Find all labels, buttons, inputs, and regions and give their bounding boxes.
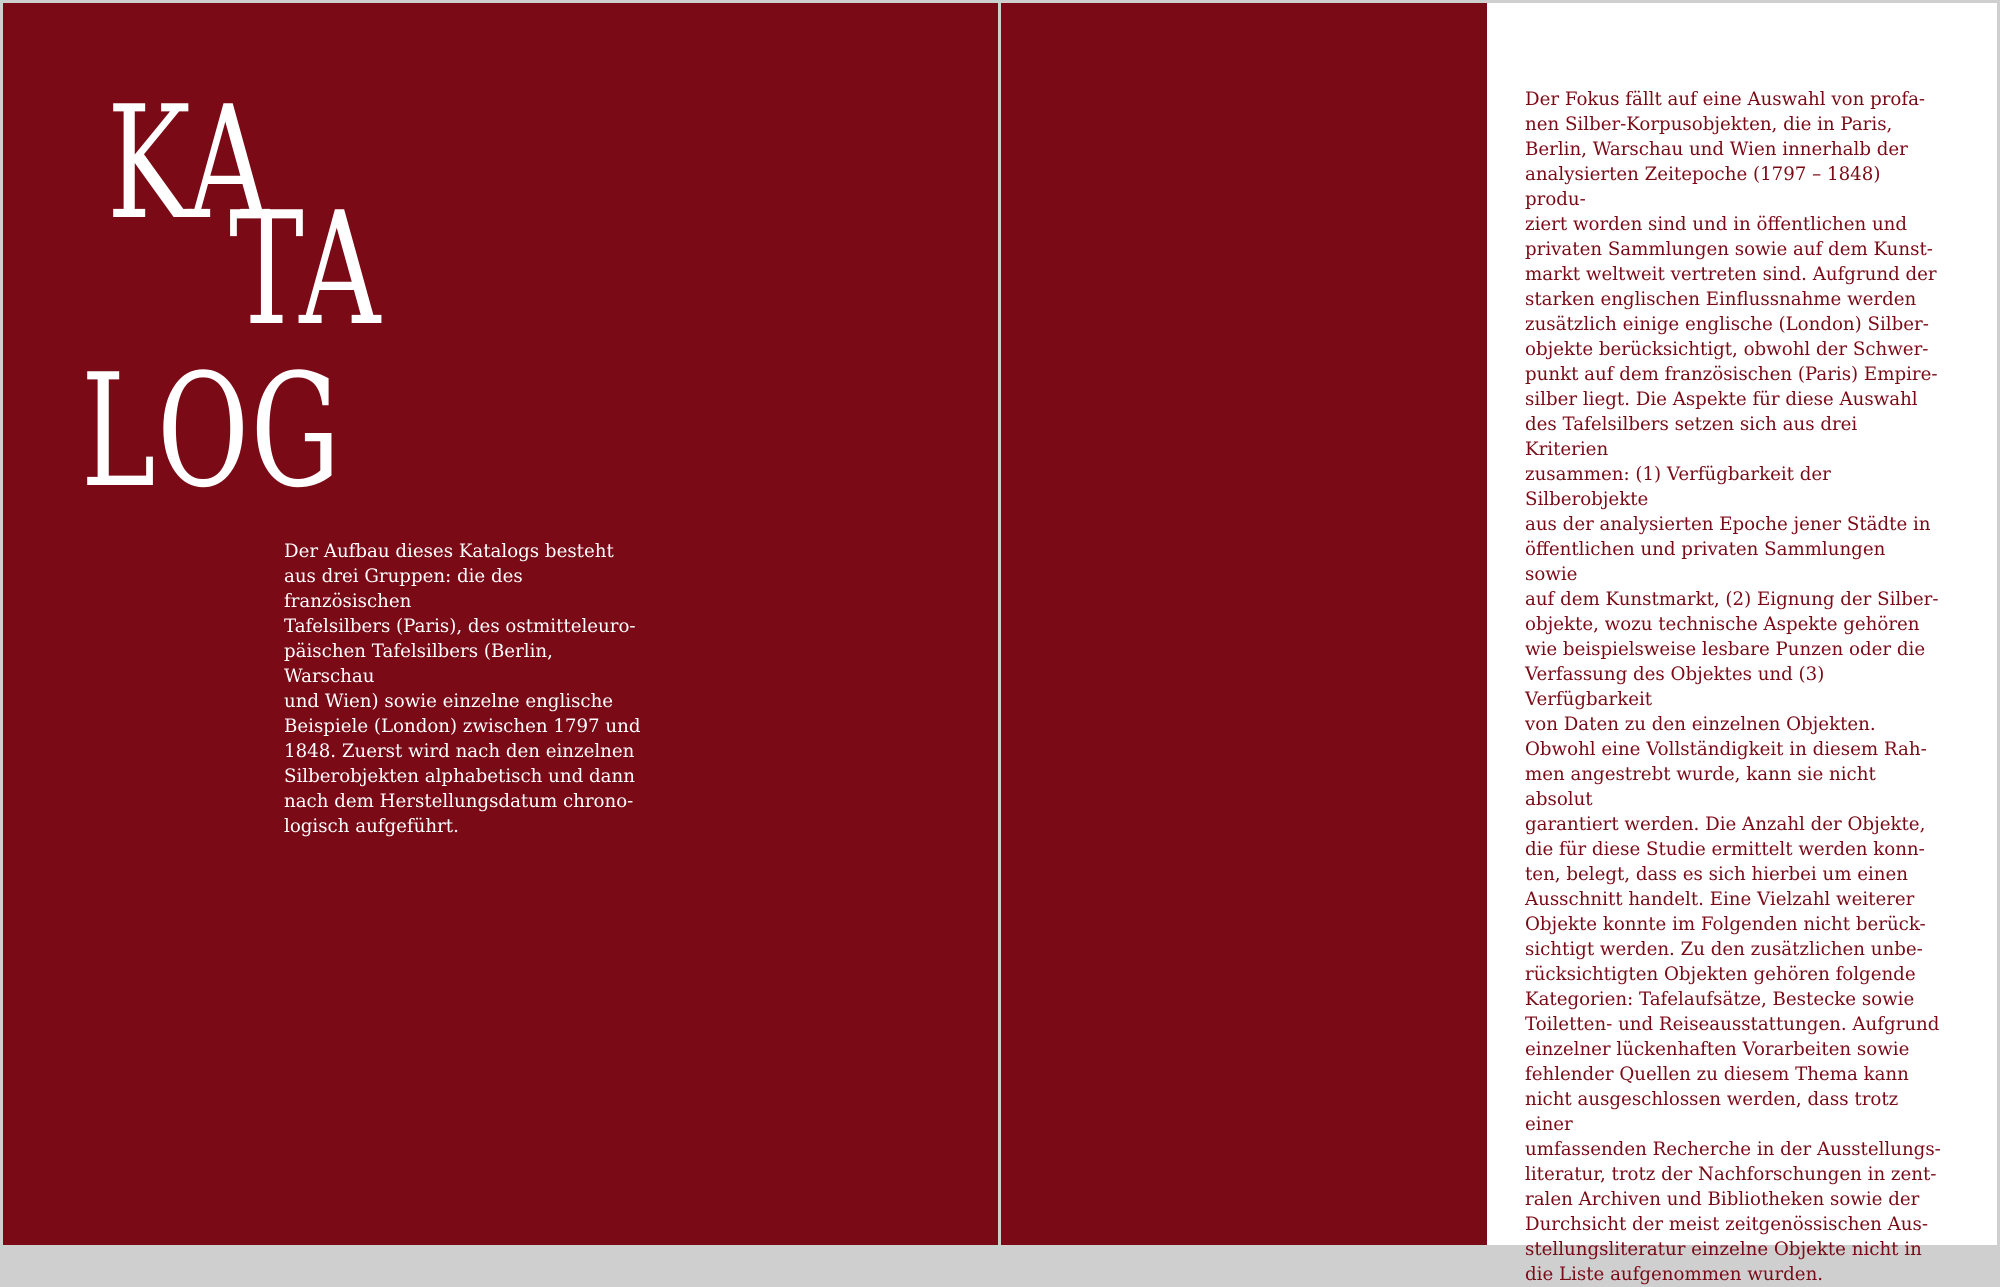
title-line-1: KA: [107, 72, 271, 254]
title-line-2: TA: [229, 178, 382, 360]
right-page: [1001, 3, 1997, 1285]
title-line-3: LOG: [81, 340, 342, 522]
body-paragraph: Der Fokus fällt auf eine Auswahl von profa- nen Silber-Korpusobjekten, die in Paris, Berlin, Warschau und Wien innerhalb der analysierten Zeitepoche (1797 – 1848) produ- ziert worden sind und in öffentlichen und privaten Sammlungen sowie auf dem Kunst- markt weltweit vertreten sind. Aufgrund der starken englischen Einflussnahme werden zusätzlich einige englische (London) Silber- objekte berücksichtigt, obwohl der Schwer- punkt auf dem französischen (Paris) Empire- silber liegt. Die Aspekte für diese Auswahl des Tafelsilbers setzen sich aus drei Kriterien zusammen: (1) Verfügbarkeit der Silberobjekte aus der analysierten Epoche jener Städte in öffentlichen und privaten Sammlungen sowie auf dem Kunstmarkt, (2) Eignung der Silber- objekte, wozu technische Aspekte gehören wie beispielsweise lesbare Punzen oder die Verfassung des Objektes und (3) Verfügbarkeit von Daten zu den einzelnen Objekten. Obwohl eine Vollständigkeit in diesem Rah- men angestrebt wurde, kann sie nicht absolut garantiert werden. Die Anzahl der Objekte, die für diese Studie ermittelt werden konn- ten, belegt, dass es sich hierbei um einen Ausschnitt handelt. Eine Vielzahl weiterer Objekte konnte im Folgenden nicht berück- sichtigt werden. Zu den zusätzlichen unbe- rücksichtigten Objekten gehören folgende Kategorien: Tafelaufsätze, Bestecke sowie Toiletten- und Reiseausstattungen. Aufgrund einzelner lückenhaften Vorarbeiten sowie fehlender Quellen zu diesem Thema kann nicht ausgeschlossen werden, dass trotz einer umfassenden Recherche in der Ausstellungs- literatur, trotz der Nachforschungen in zent- ralen Archiven und Bibliotheken sowie der Durchsicht der meist zeitgenössischen Aus- stellungsliteratur einzelne Objekte nicht in die Liste aufgenommen wurden.: [1525, 89, 1941, 1285]
right-page-red-band: [1001, 3, 1487, 1245]
intro-paragraph: Der Aufbau dieses Katalogs besteht aus drei Gruppen: die des französischen Tafelsilbers (Paris), des ostmitteleuro- päischen Tafelsilbers (Berlin, Warschau und Wien) sowie einzelne englische Beispiele (London) zwischen 1797 und 1848. Zuerst wird nach den einzelnen Silberobjekten alphabetisch und dann nach dem Herstellungsdatum chrono- logisch aufgeführt.: [284, 541, 641, 837]
left-page: [3, 3, 998, 1245]
